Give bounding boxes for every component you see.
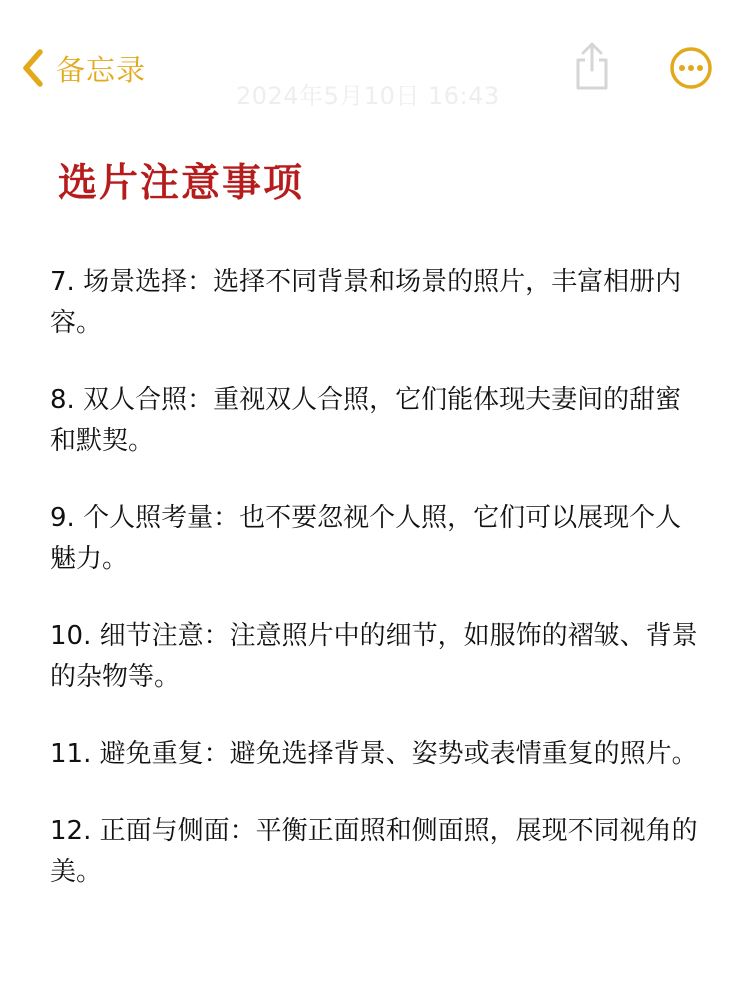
chevron-left-icon [20,46,46,90]
back-button[interactable] [20,46,146,90]
more-options-button[interactable] [669,46,713,90]
back-label: 备忘录 [56,52,147,87]
note-item-avoid-repeat: 11. 避免重复：避免选择背景、姿势或表情重复的照片。 [50,739,698,769]
note-item-front-side: 12. 正面与侧面：平衡正面照和侧面照，展现不同视角的美。 [50,816,698,887]
note-item-details: 10. 细节注意：注意照片中的细节，如服饰的褶皱、背景的杂物等。 [50,621,698,692]
note-title: 选片注意事项 [58,161,305,206]
more-icon [669,46,713,90]
note-item-couple-photo: 8. 双人合照：重视双人合照，它们能体现夫妻间的甜蜜和默契。 [50,385,682,456]
navigation-bar [0,0,750,130]
note-item-solo-photo: 9. 个人照考量：也不要忽视个人照，它们可以展现个人魅力。 [50,503,682,574]
note-timestamp: 2024年5月10日 16:43 [236,82,500,110]
share-button[interactable] [572,40,612,92]
note-item-scene: 7. 场景选择：选择不同背景和场景的照片，丰富相册内容。 [50,267,682,338]
share-icon [572,40,612,92]
note-body[interactable] [50,262,700,929]
